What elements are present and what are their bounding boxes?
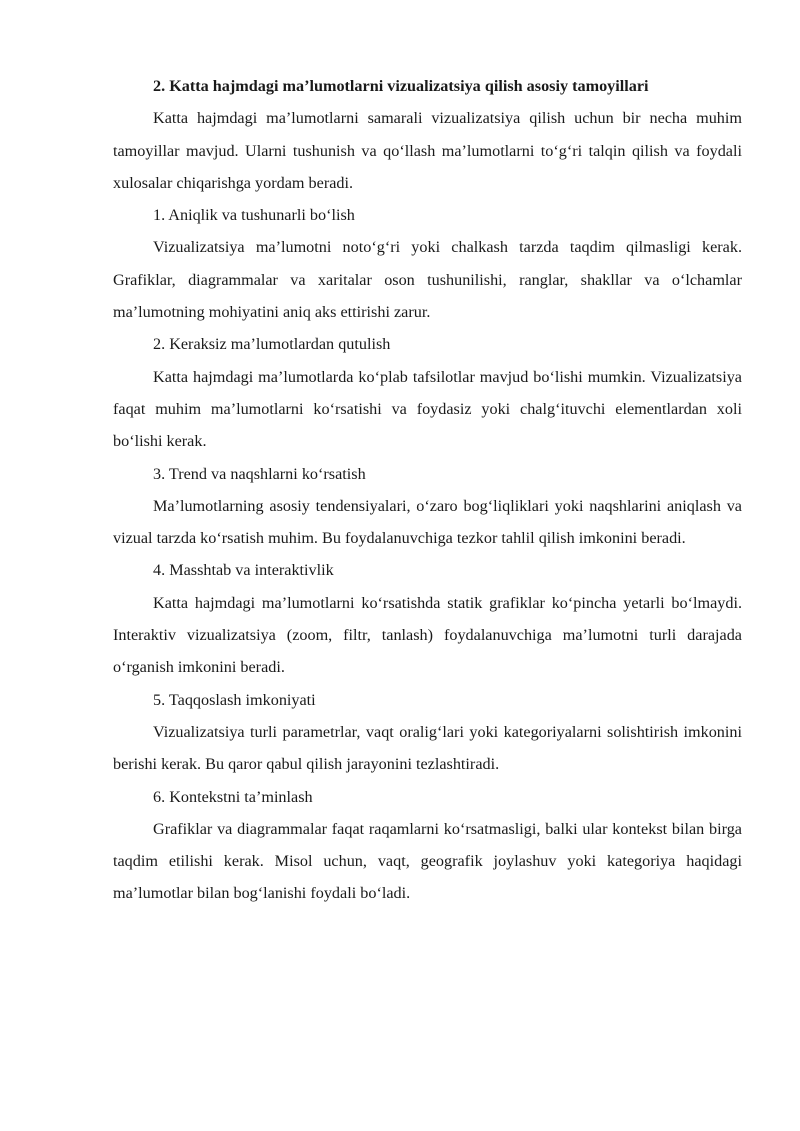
subsection-heading-3: 3. Trend va naqshlarni ko‘rsatish [153,464,366,483]
intro-paragraph: Katta hajmdagi ma’lumotlarni samarali vizualizatsiya qilish uchun bir necha muhim tamoyillar mavjud. Ularni tushunish va qo‘llash ma’lumotlarni to‘g‘ri talqin qilish va foydali xulosalar chiqarishga yordam beradi. [113,109,742,192]
subsection-body-2: Katta hajmdagi ma’lumotlarda ko‘plab tafsilotlar mavjud bo‘lishi mumkin. Vizualizatsiya faqat muhim ma’lumotlarni ko‘rsatishi va foydasiz yoki chalg‘ituvchi elementlardan xoli bo‘lishi kerak. [113,367,742,451]
subsection-body-4: Katta hajmdagi ma’lumotlarni ko‘rsatishda statik grafiklar ko‘pincha yetarli bo‘lmaydi. Interaktiv vizualizatsiya (zoom, filtr, tanlash) foydalanuvchiga ma’lumotni turli darajada o‘rganish imkonini beradi. [113,593,742,677]
section-title: 2. Katta hajmdagi ma’lumotlarni vizualizatsiya qilish asosiy tamoyillari [153,77,649,95]
subsection-heading-4: 4. Masshtab va interaktivlik [153,561,334,580]
subsection-body-1: Vizualizatsiya ma’lumotni noto‘g‘ri yoki chalkash tarzda taqdim qilmasligi kerak. Grafiklar, diagrammalar va xaritalar oson tushunilishi, ranglar, shakllar va o‘lchamlar ma’lumotning mohiyatini aniq aks ettirishi zarur. [113,238,742,322]
subsection-body-5: Vizualizatsiya turli parametrlar, vaqt oralig‘lari yoki kategoriyalarni solishtirish imkonini berishi kerak. Bu qaror qabul qilish jarayonini tezlashtiradi. [113,722,742,774]
subsection-body-6: Grafiklar va diagrammalar faqat raqamlarni ko‘rsatmasligi, balki ular kontekst bilan birga taqdim etilishi kerak. Misol uchun, vaqt, geografik joylashuv yoki kategoriya haqidagi ma’lumotlar bilan bog‘lanishi foydali bo‘ladi. [113,819,742,903]
subsection-heading-5: 5. Taqqoslash imkoniyati [153,690,316,709]
subsection-heading-6: 6. Kontekstni ta’minlash [153,787,313,806]
subsection-heading-2: 2. Keraksiz ma’lumotlardan qutulish [153,335,391,354]
document-page [113,70,742,910]
subsection-heading-1: 1. Aniqlik va tushunarli bo‘lish [153,206,355,225]
subsection-body-3: Ma’lumotlarning asosiy tendensiyalari, o‘zaro bog‘liqliklari yoki naqshlarini aniqlash va vizual tarzda ko‘rsatish muhim. Bu foydalanuvchiga tezkor tahlil qilish imkonini beradi. [113,496,742,548]
